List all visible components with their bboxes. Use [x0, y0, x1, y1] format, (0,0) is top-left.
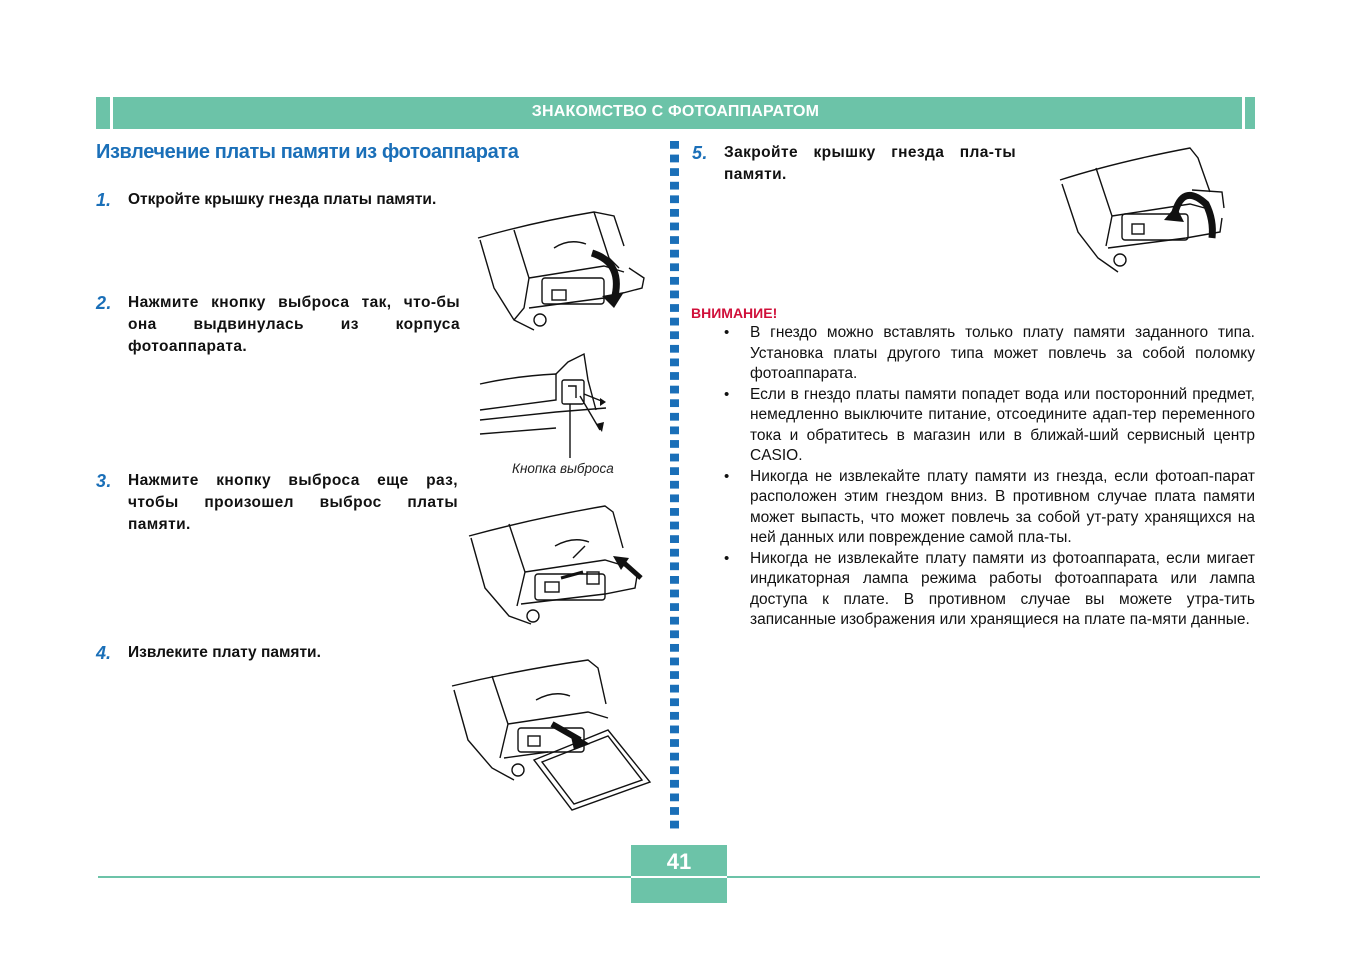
- page-title: Извлечение платы памяти из фотоаппарата: [96, 141, 519, 163]
- warning-item: [722, 549, 1255, 631]
- warning-item-text: В гнездо можно вставлять только плату памяти заданного типа. Установка платы другого типа может повлечь за собой поломку фотоаппарата.: [750, 324, 1255, 382]
- section-header-bar: [96, 97, 1255, 129]
- step-5-number: 5.: [692, 143, 708, 163]
- page-number: 41: [666, 849, 692, 874]
- step-4-text: Извлеките плату памяти.: [128, 644, 321, 661]
- illustration-close-cover: [1056, 142, 1236, 282]
- warning-list: [722, 323, 1255, 631]
- bullet-icon: •: [724, 467, 730, 485]
- warning-item-text: Если в гнездо платы памяти попадет вода или посторонний предмет, немедленно выключите питание, отсоедините адап-тер переменного тока и обратитесь в магазин или в ближай-ший сервисный центр CASIO.: [750, 385, 1255, 464]
- bullet-icon: •: [724, 324, 730, 341]
- warning-item: [722, 467, 1255, 549]
- page-number-box: [631, 845, 727, 903]
- illustration-eject-button: [476, 350, 616, 460]
- warning-item: [722, 323, 1255, 385]
- header-title: ЗНАКОМСТВО С ФОТОАППАРАТОМ: [531, 103, 820, 120]
- step-3: [96, 470, 458, 536]
- page-number-box-line: [631, 876, 727, 878]
- warning-item: [722, 385, 1255, 467]
- step-3-text: Нажмите кнопку выброса еще раз, чтобы произошел выброс платы памяти.: [128, 472, 458, 533]
- column-divider: [670, 141, 679, 831]
- step-2-text: Нажмите кнопку выброса так, что-бы она выдвинулась из корпуса фотоаппарата.: [128, 294, 460, 355]
- step-1-text: Откройте крышку гнезда платы памяти.: [128, 191, 437, 208]
- eject-button-caption: Кнопка выброса: [512, 461, 614, 476]
- illustration-remove-card: [448, 654, 658, 814]
- step-4: [96, 642, 448, 664]
- step-5-text: Закройте крышку гнезда пла-ты памяти.: [724, 144, 1016, 183]
- step-1-number: 1.: [96, 190, 112, 210]
- step-3-number: 3.: [96, 471, 112, 491]
- step-2: [96, 292, 460, 358]
- step-4-number: 4.: [96, 643, 112, 663]
- bullet-icon: •: [724, 385, 730, 403]
- step-2-number: 2.: [96, 293, 112, 313]
- warning-item-text: Никогда не извлекайте плату памяти из фотоаппарата, если мигает индикаторная лампа режима работы фотоаппарата или лампа доступа к плате. В противном случае вы можете утра-тить записанные изображения или хранящиеся на плате па-мяти данные.: [750, 549, 1255, 628]
- bullet-icon: •: [724, 549, 730, 567]
- illustration-open-cover: [474, 208, 654, 340]
- warning-title: ВНИМАНИЕ!: [691, 305, 778, 321]
- illustration-press-eject: [465, 502, 645, 632]
- step-5: [692, 142, 1016, 186]
- warning-item-text: Никогда не извлекайте плату памяти из гнезда, если фотоап-парат расположен этим гнездом вниз. В противном случае плата памяти может выпасть, что может повлечь за собой ут-рату хранящихся на ней данных или повреждение самой пла-ты.: [750, 467, 1255, 546]
